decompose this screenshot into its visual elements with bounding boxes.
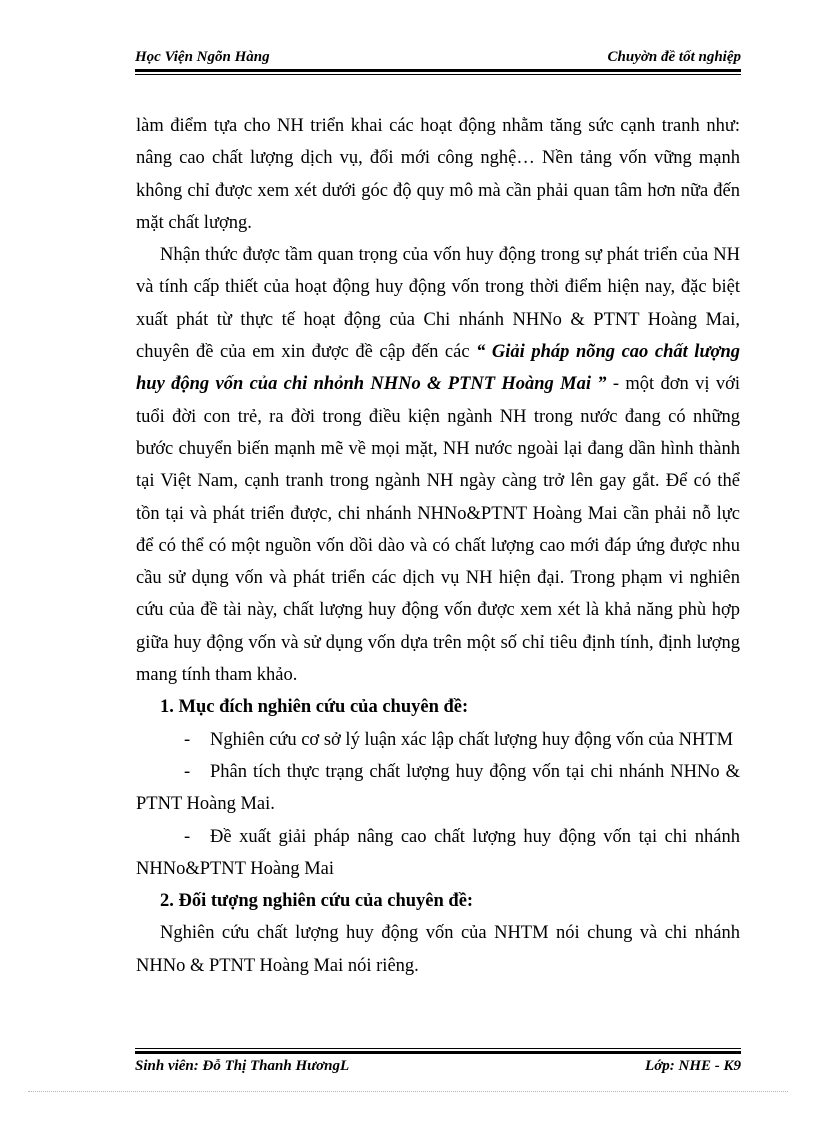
footer-rule xyxy=(135,1051,741,1054)
section-heading-purpose: 1. Mục đích nghiên cứu của chuyên đề: xyxy=(160,697,469,718)
list-dash: - xyxy=(184,826,191,847)
paragraph-object: Nghiên cứu chất lượng huy động vốn của NHTM nói chung và chi nhánh NHNo & PTNT Hoàng Mai nói riêng. xyxy=(136,923,740,976)
list-item xyxy=(136,756,740,821)
page-bottom-dotted-line xyxy=(28,1091,788,1092)
header-institution: Học Viện Ngõn Hàng xyxy=(135,49,270,65)
list-dash: - xyxy=(184,761,191,782)
footer-class: Lớp: NHE - K9 xyxy=(645,1058,741,1074)
thesis-title-quote: “ Giải pháp nõng cao chất lượng huy động vốn của chi nhỏnh NHNo & PTNT Hoàng Mai ” xyxy=(136,342,740,395)
footer-rule-thin xyxy=(135,1048,741,1049)
paragraph-motivation-tail: - một đơn vị với tuổi đời con trẻ, ra đời trong điều kiện ngành NH trong nước đang có những bước chuyển biến mạnh mẽ về mọi mặt, NH nước ngoài lại đang dần hình thành tại Việt Nam, cạnh tranh trong ngành NH ngày càng trở lên gay gắt. Để có thể tồn tại và phát triển được, chi nhánh NHNo&PTNT Hoàng Mai cần phải nỗ lực để có thể có một nguồn vốn dồi dào và có chất lượng cao mới đáp ứng được nhu cầu sử dụng vốn và phát triển các dịch vụ NH hiện đại. Trong phạm vi nghiên cứu của đề tài này, chất lượng huy động vốn được xem xét là khả năng phù hợp giữa huy động vốn và sử dụng vốn dựa trên một số chỉ tiêu định tính, định lượng mang tính tham khảo. xyxy=(136,374,740,686)
header-rule-thin xyxy=(135,74,741,75)
header-document-type: Chuyờn đề tốt nghiệp xyxy=(607,49,741,65)
list-item-text: Phân tích thực trạng chất lượng huy động vốn tại chi nhánh NHNo & PTNT Hoàng Mai. xyxy=(136,761,740,815)
body-text xyxy=(136,110,740,982)
footer-student: Sinh viên: Đỗ Thị Thanh HươngL xyxy=(135,1058,350,1074)
list-dash: - xyxy=(184,729,191,750)
header-rule xyxy=(135,69,741,72)
paragraph-motivation xyxy=(136,239,740,691)
list-item xyxy=(136,724,740,756)
page-header xyxy=(135,48,741,70)
list-item-text: Nghiên cứu cơ sở lý luận xác lập chất lượng huy động vốn của NHTM xyxy=(210,729,734,750)
list-item-text: Đề xuất giải pháp nâng cao chất lượng huy động vốn tại chi nhánh NHNo&PTNT Hoàng Mai xyxy=(136,826,740,879)
paragraph-continuation: làm điểm tựa cho NH triển khai các hoạt động nhằm tăng sức cạnh tranh như: nâng cao chất lượng dịch vụ, đổi mới công nghệ… Nền tảng vốn vững mạnh không chỉ được xem xét dưới góc độ quy mô mà cần phải quan tâm hơn nữa đến mặt chất lượng. xyxy=(136,116,740,233)
page-footer xyxy=(135,1058,741,1080)
paragraph-motivation-lead: Nhận thức được tầm quan trọng của vốn huy động trong sự phát triển của NH và tính cấp thiết của hoạt động huy động vốn trong thời điểm hiện nay, đặc biệt xuất phát từ thực tế hoạt động của Chi nhánh NHNo & PTNT Hoàng Mai, chuyên đề của em xin được đề cập đến các xyxy=(136,245,740,363)
list-item xyxy=(136,821,740,886)
section-heading-object: 2. Đối tượng nghiên cứu của chuyên đề: xyxy=(160,891,474,912)
